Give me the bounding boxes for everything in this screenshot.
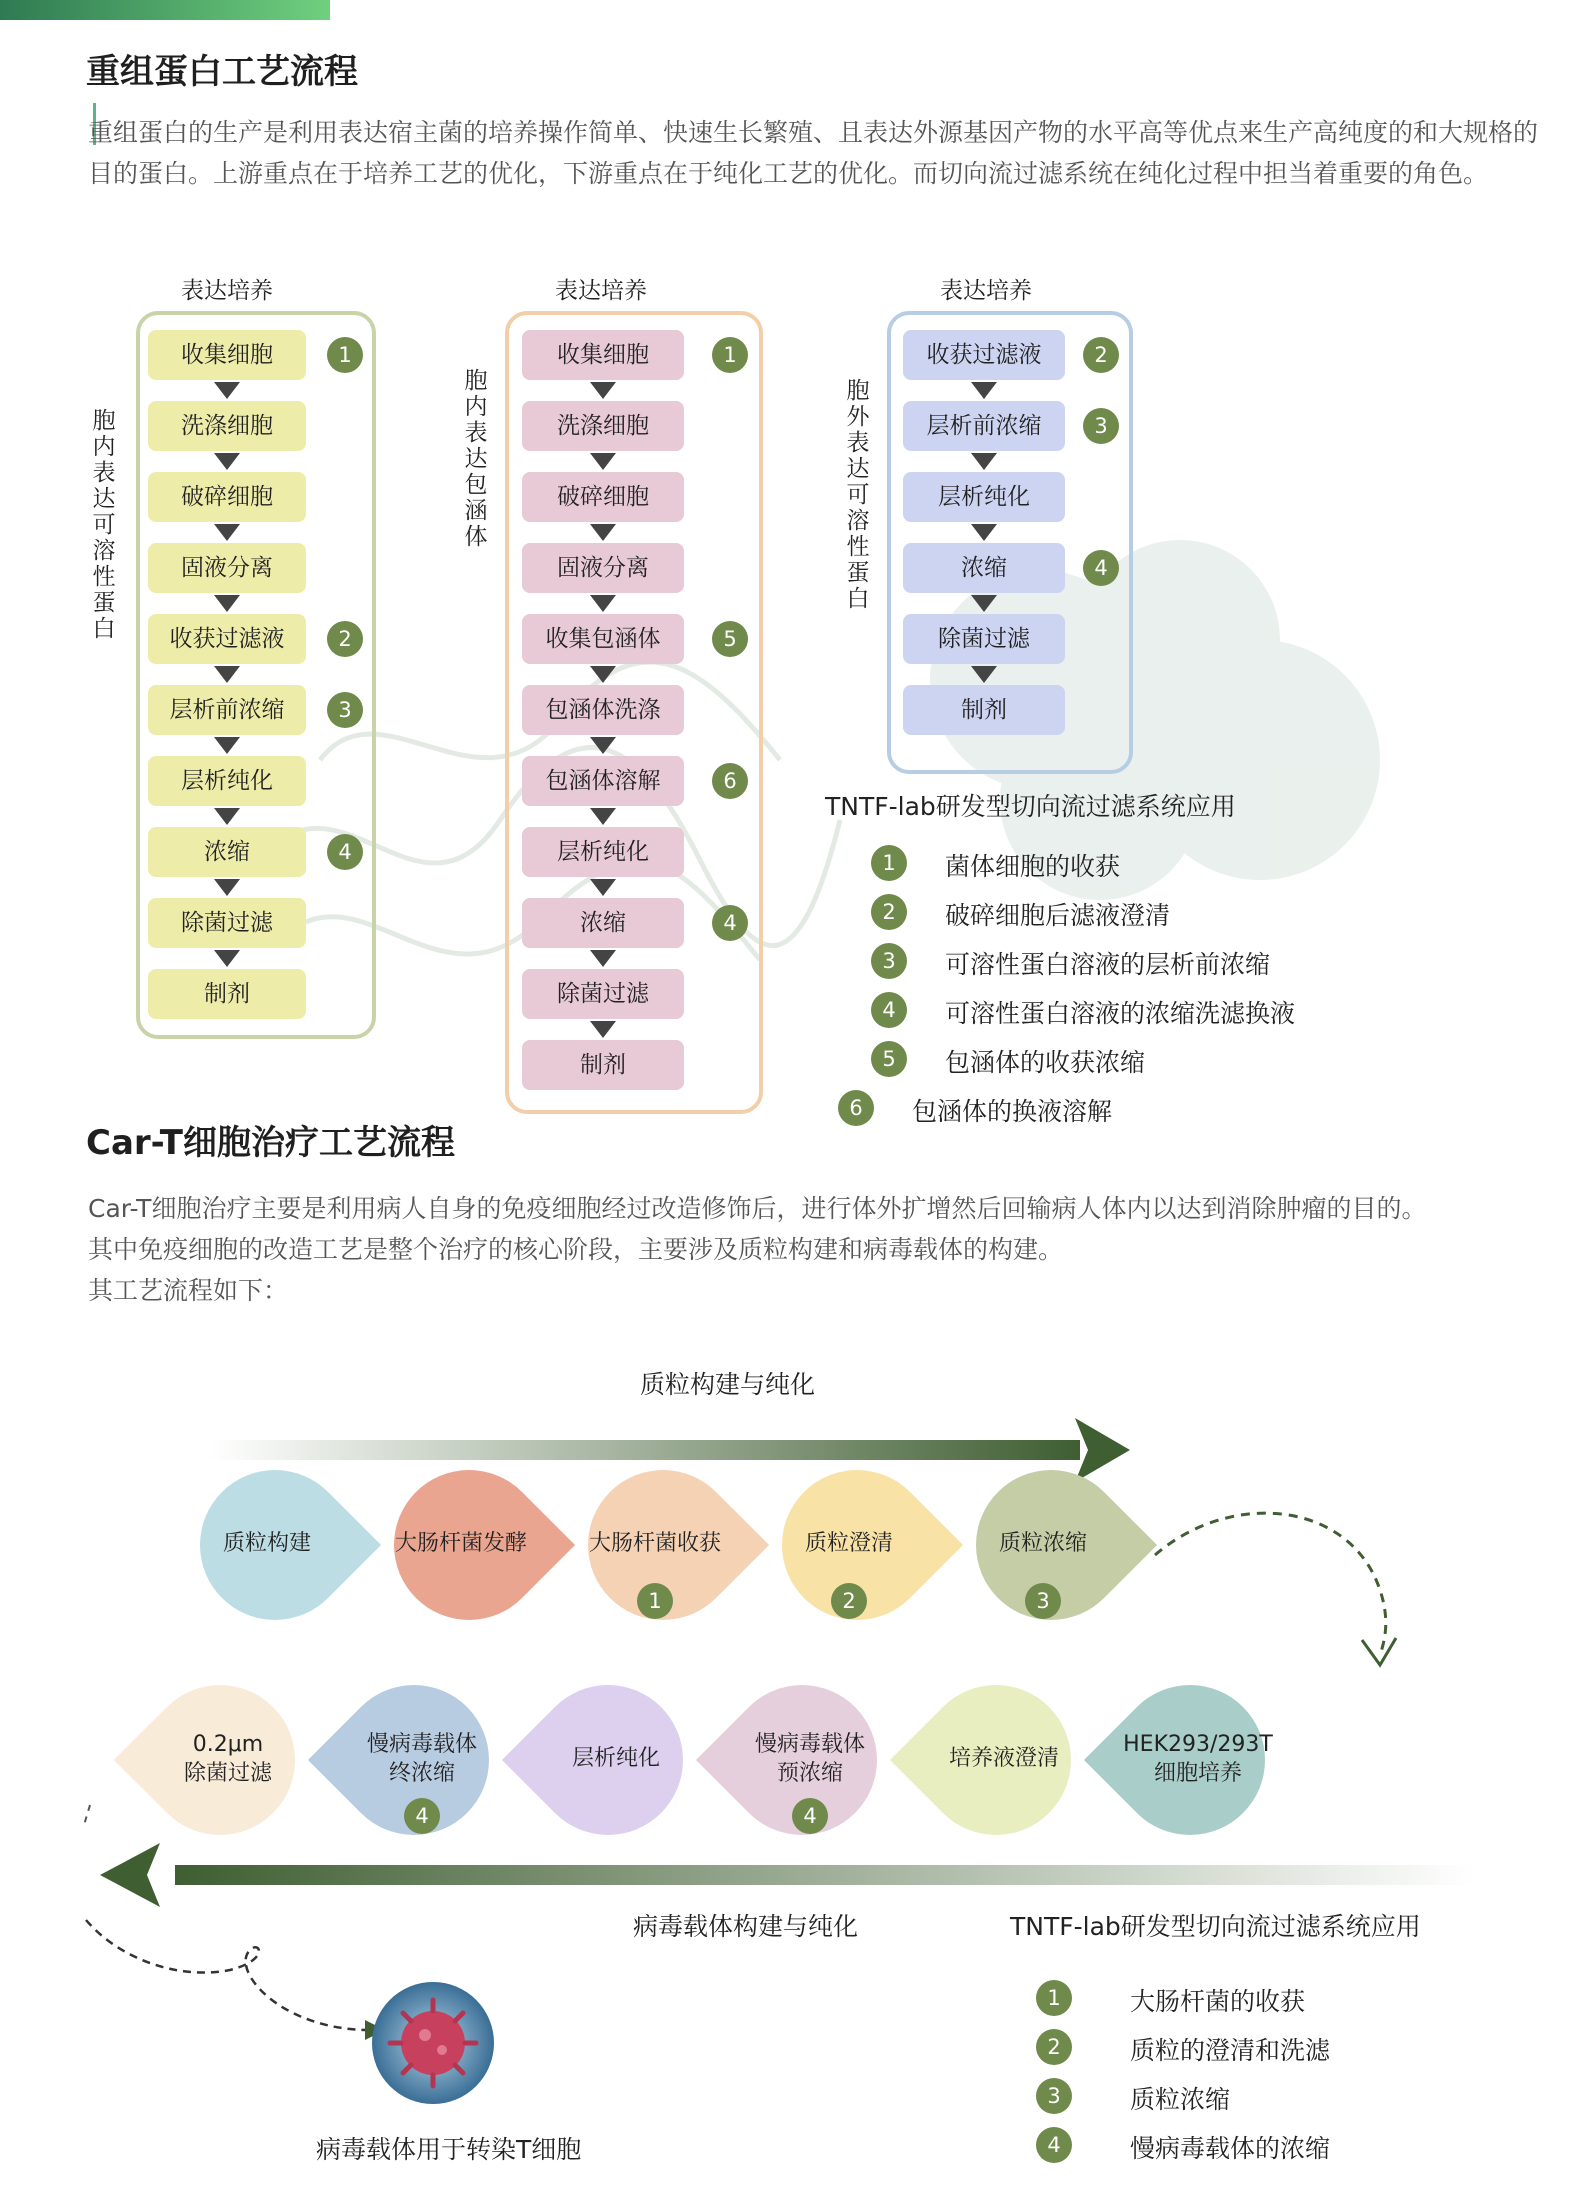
legend1-number: 5 xyxy=(871,1041,907,1077)
column-1-step-4: 固液分离 xyxy=(148,543,306,593)
step-badge: 2 xyxy=(327,621,363,657)
column-1-step-8: 浓缩 xyxy=(148,827,306,877)
column-2-step-11: 制剂 xyxy=(522,1040,684,1090)
flow-arrow-down xyxy=(214,950,240,967)
column-2-step-2: 洗涤细胞 xyxy=(522,401,684,451)
legend2-text: 慢病毒载体的浓缩 xyxy=(1130,2134,1331,2163)
column-1-step-2: 洗涤细胞 xyxy=(148,401,306,451)
column-2-header: 表达培养 xyxy=(555,278,647,304)
legend1-text: 包涵体的收获浓缩 xyxy=(945,1048,1146,1077)
legend1-number: 2 xyxy=(871,894,907,930)
column-2-step-7: 包涵体溶解 xyxy=(522,756,684,806)
flow-arrow-down xyxy=(590,453,616,470)
flow-arrow-down xyxy=(214,737,240,754)
legend1-text: 菌体细胞的收获 xyxy=(945,852,1121,881)
column-2-step-4: 固液分离 xyxy=(522,543,684,593)
flow-arrow-down xyxy=(590,879,616,896)
column-1-step-1: 收集细胞 xyxy=(148,330,306,380)
plasmid-step-label: 质粒澄清 xyxy=(804,1531,893,1556)
column-1-step-9: 除菌过滤 xyxy=(148,898,306,948)
column-3-step-5: 除菌过滤 xyxy=(903,614,1065,664)
flow-arrow-down xyxy=(214,666,240,683)
section2-title: Car-T细胞治疗工艺流程 xyxy=(86,1123,455,1163)
virus-step-label: 层析纯化 xyxy=(571,1746,660,1771)
step-badge: 3 xyxy=(1083,408,1119,444)
flow-arrow-down xyxy=(214,382,240,399)
virus-step-label: 慢病毒载体 预浓缩 xyxy=(754,1732,865,1786)
section1-title: 重组蛋白工艺流程 xyxy=(86,52,358,92)
column-1-header: 表达培养 xyxy=(181,278,273,304)
app-title-1: TNTF-lab研发型切向流过滤系统应用 xyxy=(825,792,1236,821)
column-1-step-3: 破碎细胞 xyxy=(148,472,306,522)
app-title-2: TNTF-lab研发型切向流过滤系统应用 xyxy=(1010,1912,1421,1941)
step-badge: 2 xyxy=(1083,337,1119,373)
flow-arrow-down xyxy=(590,524,616,541)
step-badge: 3 xyxy=(327,692,363,728)
flow-arrow-down xyxy=(214,808,240,825)
flow-arrow-down xyxy=(971,453,997,470)
step-badge: 4 xyxy=(712,905,748,941)
legend1-text: 可溶性蛋白溶液的浓缩洗滤换液 xyxy=(945,999,1296,1028)
flow-arrow-down xyxy=(971,595,997,612)
legend2-number: 1 xyxy=(1036,1980,1072,2016)
legend1-text: 可溶性蛋白溶液的层析前浓缩 xyxy=(945,950,1271,979)
bottom-flow-label: 病毒载体构建与纯化 xyxy=(633,1912,859,1941)
flow-arrow-down xyxy=(214,453,240,470)
flow-arrow-down xyxy=(971,382,997,399)
column-3-step-6: 制剂 xyxy=(903,685,1065,735)
plasmid-step-badge: 3 xyxy=(1025,1583,1061,1619)
dashed-connector-left xyxy=(80,1800,400,2060)
flow-arrow-down xyxy=(590,737,616,754)
legend2-number: 2 xyxy=(1036,2029,1072,2065)
flow-arrow-down xyxy=(214,879,240,896)
legend1-number: 1 xyxy=(871,845,907,881)
section2-para-line-2: 其中免疫细胞的改造工艺是整个治疗的核心阶段，主要涉及质粒构建和病毒载体的构建。 xyxy=(88,1235,1064,1264)
virus-icon xyxy=(370,1980,496,2106)
step-badge: 4 xyxy=(327,834,363,870)
legend2-number: 3 xyxy=(1036,2078,1072,2114)
step-badge: 6 xyxy=(712,763,748,799)
column-2-step-9: 浓缩 xyxy=(522,898,684,948)
flow-arrow-down xyxy=(590,1021,616,1038)
column-2-step-1: 收集细胞 xyxy=(522,330,684,380)
step-badge: 5 xyxy=(712,621,748,657)
legend1-number: 6 xyxy=(838,1090,874,1126)
legend1-number: 3 xyxy=(871,943,907,979)
legend1-number: 4 xyxy=(871,992,907,1028)
virus-step-label: 0.2μm 除菌过滤 xyxy=(183,1732,272,1786)
flow-arrow-down xyxy=(971,666,997,683)
section1-paragraph: 重组蛋白的生产是利用表达宿主菌的培养操作简单、快速生长繁殖、且表达外源基因产物的水平高等优点来生产高纯度的和大规格的目的蛋白。上游重点在于培养工艺的优化，下游重点在于纯化工艺的优化。而切向流过滤系统在纯化过程中担当着重要的角色。 xyxy=(88,118,1539,188)
flow-arrow-down xyxy=(590,595,616,612)
column-2-step-5: 收集包涵体 xyxy=(522,614,684,664)
virus-step-label: 培养液澄清 xyxy=(948,1746,1059,1771)
legend2-text: 质粒的澄清和洗滤 xyxy=(1130,2036,1331,2065)
step-badge: 1 xyxy=(712,337,748,373)
column-1-step-6: 层析前浓缩 xyxy=(148,685,306,735)
step-badge: 4 xyxy=(1083,550,1119,586)
section2-para-line-3: 其工艺流程如下： xyxy=(88,1276,289,1305)
flow-arrow-down xyxy=(214,524,240,541)
column-3-header: 表达培养 xyxy=(940,278,1032,304)
column-1-step-5: 收获过滤液 xyxy=(148,614,306,664)
top-flow-label: 质粒构建与纯化 xyxy=(640,1370,816,1399)
legend1-text: 破碎细胞后滤液澄清 xyxy=(945,901,1171,930)
flow-arrow-down xyxy=(590,382,616,399)
virus-step-label: HEK293/293T 细胞培养 xyxy=(1123,1732,1273,1786)
plasmid-step-label: 大肠杆菌发酵 xyxy=(394,1531,527,1556)
legend2-text: 大肠杆菌的收获 xyxy=(1130,1987,1306,2016)
section2-para-line-1: Car-T细胞治疗主要是利用病人自身的免疫细胞经过改造修饰后，进行体外扩增然后回输病人体内以达到消除肿瘤的目的。 xyxy=(88,1194,1427,1223)
column-2-step-8: 层析纯化 xyxy=(522,827,684,877)
plasmid-step-badge: 2 xyxy=(831,1583,867,1619)
flow-arrow-down xyxy=(590,808,616,825)
step-badge: 1 xyxy=(327,337,363,373)
plasmid-step-badge: 1 xyxy=(637,1583,673,1619)
column-2-step-6: 包涵体洗涤 xyxy=(522,685,684,735)
column-1-step-10: 制剂 xyxy=(148,969,306,1019)
column-3-step-2: 层析前浓缩 xyxy=(903,401,1065,451)
virus-caption: 病毒载体用于转染T细胞 xyxy=(316,2135,582,2164)
flow-arrow-down xyxy=(971,524,997,541)
plasmid-step-label: 大肠杆菌收获 xyxy=(588,1531,721,1556)
column-3-step-3: 层析纯化 xyxy=(903,472,1065,522)
column-3-side-label: 胞外表达可溶性蛋白 xyxy=(846,378,870,612)
flow-arrow-down xyxy=(214,595,240,612)
plasmid-step-label: 质粒浓缩 xyxy=(998,1531,1087,1556)
column-1-step-7: 层析纯化 xyxy=(148,756,306,806)
column-1-side-label: 胞内表达可溶性蛋白 xyxy=(92,408,116,642)
plasmid-step-label: 质粒构建 xyxy=(222,1531,311,1556)
top-accent-bar xyxy=(0,0,330,20)
legend1-text: 包涵体的换液溶解 xyxy=(912,1097,1113,1126)
column-2-step-3: 破碎细胞 xyxy=(522,472,684,522)
column-2-side-label: 胞内表达包涵体 xyxy=(464,368,488,550)
column-3-step-1: 收获过滤液 xyxy=(903,330,1065,380)
dashed-connector-right xyxy=(1150,1480,1410,1680)
flow-arrow-down xyxy=(590,666,616,683)
flow-arrow-down xyxy=(590,950,616,967)
legend2-text: 质粒浓缩 xyxy=(1130,2085,1231,2114)
column-3-step-4: 浓缩 xyxy=(903,543,1065,593)
virus-step-badge: 4 xyxy=(404,1798,440,1834)
virus-step-label: 慢病毒载体 终浓缩 xyxy=(366,1732,477,1786)
virus-step-badge: 4 xyxy=(792,1798,828,1834)
column-2-step-10: 除菌过滤 xyxy=(522,969,684,1019)
legend2-number: 4 xyxy=(1036,2127,1072,2163)
